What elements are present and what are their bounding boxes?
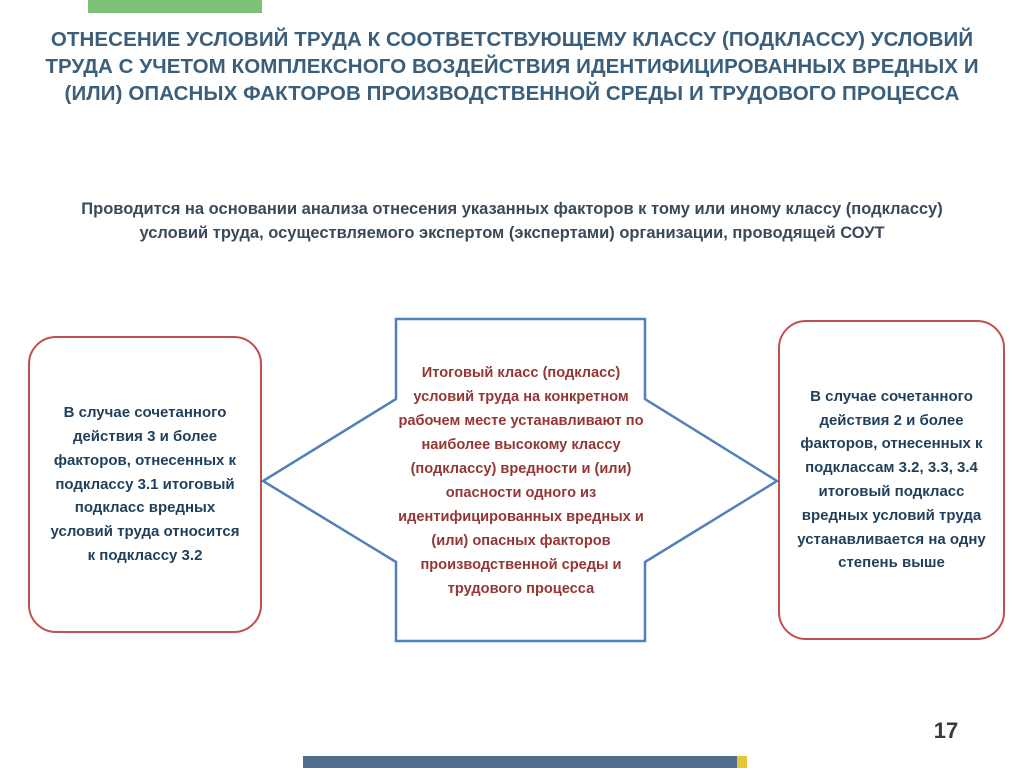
right-condition-box bbox=[778, 320, 1005, 640]
page-title: ОТНЕСЕНИЕ УСЛОВИЙ ТРУДА К СООТВЕТСТВУЮЩЕМУ КЛАССУ (ПОДКЛАССУ) УСЛОВИЙ ТРУДА С УЧЕТОМ КОМПЛЕКСНОГО ВОЗДЕЙСТВИЯ ИДЕНТИФИЦИРОВАННЫХ ВРЕДНЫХ И (ИЛИ) ОПАСНЫХ ФАКТОРОВ ПРОИЗВОДСТВЕННОЙ СРЕДЫ И ТРУДОВОГО ПРОЦЕССА bbox=[45, 28, 979, 105]
center-result-text: Итоговый класс (подкласс) условий труда на конкретном рабочем месте устанавливают по наиболее высокому классу (подклассу) вредности и (или) опасности одного из идентифицированных вредных и (или) опасных факторов производственной среды и трудового процесса bbox=[398, 365, 644, 597]
page-number: 17 bbox=[933, 718, 959, 743]
right-condition-text: В случае сочетанного действия 2 и более факторов, отнесенных к подклассам 3.2, 3.3, 3.4 итоговый подкласс вредных условий труда устанавливается на одну степень выше bbox=[797, 387, 986, 572]
subtitle: Проводится на основании анализа отнесения указанных факторов к тому или иному классу (подклассу) условий труда, осуществляемого экспертом (экспертами) организации, проводящей СОУТ bbox=[81, 200, 943, 242]
left-condition-box bbox=[28, 336, 262, 633]
left-condition-text: В случае сочетанного действия 3 и более факторов, отнесенных к подклассу 3.1 итоговый подкласс вредных условий труда относится к подклассу 3.2 bbox=[50, 404, 240, 564]
bottom-bar bbox=[303, 756, 737, 768]
bottom-accent-bar bbox=[737, 756, 747, 768]
